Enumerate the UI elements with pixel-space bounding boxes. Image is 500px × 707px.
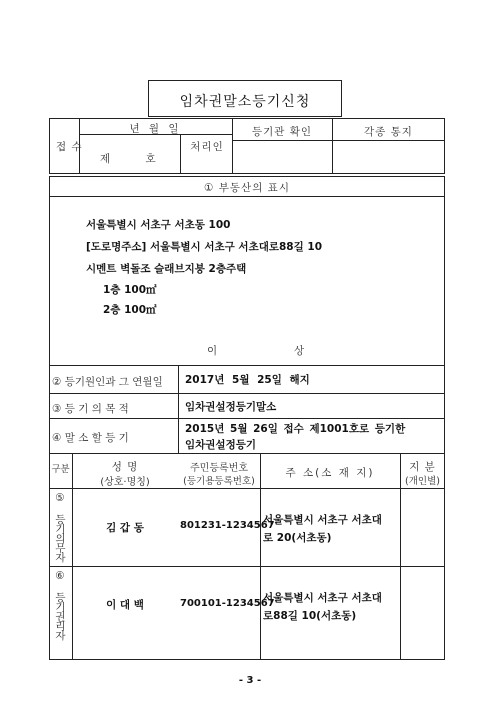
header-id-sub: (등기용등록번호) <box>183 476 255 487</box>
page-number: - 3 - <box>238 675 262 686</box>
notices-label: 각종 통지 <box>364 126 413 138</box>
cause-label: ② 등기원인과 그 연월일 <box>52 376 163 388</box>
right-holder-address-line-1: 서울특별시 서초구 서초대 <box>263 592 382 604</box>
reception-date-label: 년 월 일 <box>129 123 182 135</box>
header-name: 성 명 <box>111 461 139 473</box>
end-mark-right: 상 <box>294 345 306 357</box>
obligor-id: 801231-1234567 <box>180 520 275 531</box>
header-id: 주민등록번호 <box>190 463 248 474</box>
property-line-4: 1층 100㎡ <box>103 284 157 296</box>
property-line-3: 시멘트 벽돌조 슬래브지붕 2층주택 <box>86 263 247 275</box>
reception-label: 접 수 <box>56 141 83 153</box>
purpose-label: ③ 등 기 의 목 적 <box>52 403 129 415</box>
target-label: ④ 말 소 할 등 기 <box>52 432 129 444</box>
purpose-value: 임차권설정등기말소 <box>185 401 277 413</box>
right-holder-label: ⑥ 등기권리자 <box>54 570 66 640</box>
header-share-sub: (개인별) <box>405 476 440 487</box>
header-category: 구분 <box>51 464 70 475</box>
obligor-address-line-1: 서울특별시 서초구 서초대 <box>263 514 382 526</box>
header-name-sub: (상호·명칭) <box>100 477 150 488</box>
right-holder-name: 이 대 백 <box>106 599 144 611</box>
obligor-name: 김 갑 동 <box>106 522 144 534</box>
registrar-confirm-label: 등기관 확인 <box>251 126 313 138</box>
target-value-line-2: 임차권설정등기 <box>185 439 257 451</box>
header-share: 지 분 <box>409 461 436 473</box>
right-holder-id: 700101-1234567 <box>180 598 275 609</box>
header-address: 주 소(소 재 지) <box>285 467 375 479</box>
property-line-1: 서울특별시 서초구 서초동 100 <box>86 219 231 231</box>
obligor-label: ⑤ 등기의무자 <box>54 492 66 562</box>
property-line-2: [도로명주소] 서울특별시 서초구 서초대로88길 10 <box>86 241 323 253</box>
right-holder-address-line-2: 로88길 10(서초동) <box>263 610 357 622</box>
reception-number-label: 제 호 <box>100 153 157 165</box>
property-line-5: 2층 100㎡ <box>103 304 157 316</box>
target-value-line-1: 2015년 5월 26일 접수 제1001호로 등기한 <box>185 423 406 435</box>
end-mark-left: 이 <box>207 345 219 357</box>
document-title: 임차권말소등기신청 <box>179 94 311 110</box>
property-section-label: ① 부동산의 표시 <box>204 182 290 194</box>
cause-value: 2017년 5월 25일 해지 <box>185 374 310 386</box>
obligor-address-line-2: 로 20(서초동) <box>263 532 332 544</box>
handler-label: 처리인 <box>190 141 224 153</box>
